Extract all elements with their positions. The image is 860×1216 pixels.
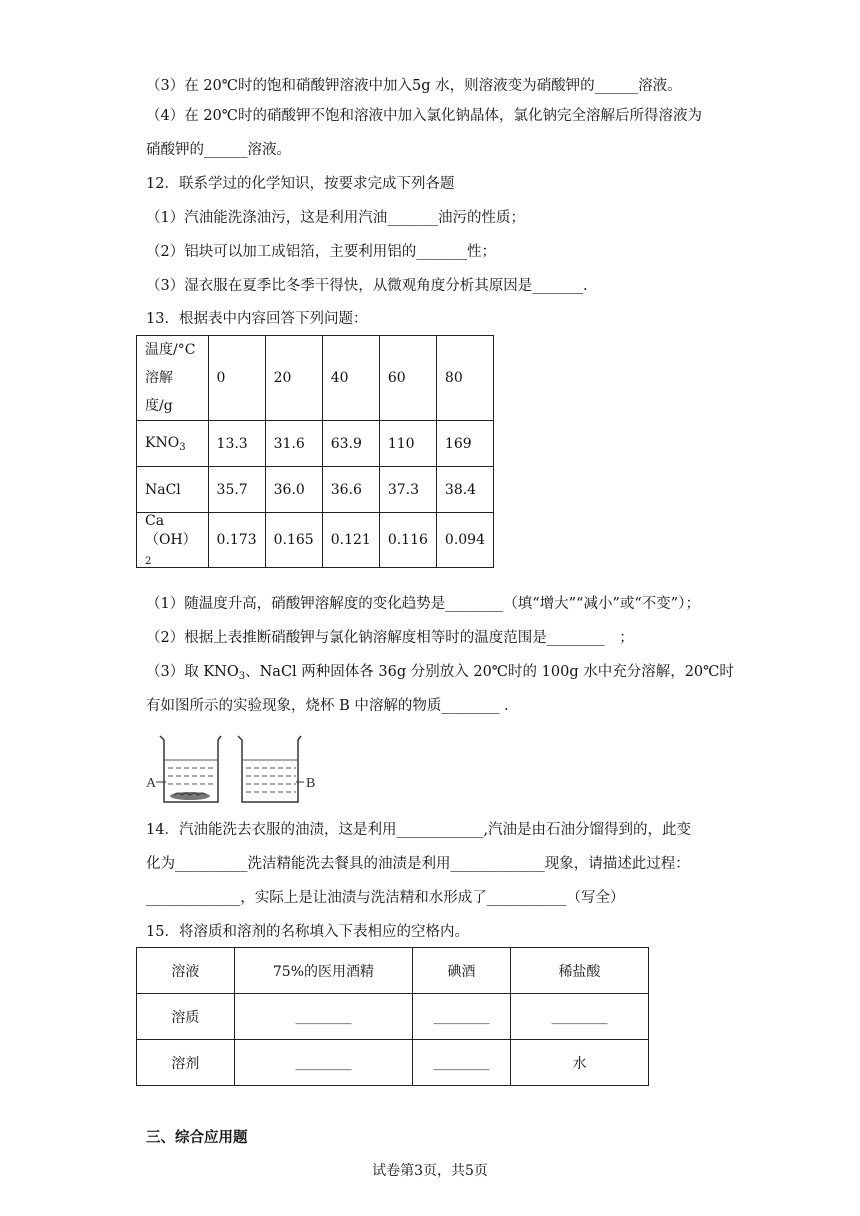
q13-part1: （1）随温度升高，硝酸钾溶解度的变化趋势是________（填“增大”“减小”或“不变”）； (146, 596, 700, 612)
subscript: 2 (145, 556, 152, 567)
temp-cell: 40 (322, 336, 379, 421)
q13-part3-pre: （3）取 KNO (146, 664, 239, 680)
header-cell: 溶液 (137, 948, 235, 994)
q13-stem: 13．根据表中内容回答下列问题： (146, 311, 368, 327)
row-label-cell: 溶质 (137, 994, 235, 1040)
answer-blank[interactable]: ________ (413, 994, 511, 1040)
q13-part3-line1 (146, 662, 734, 687)
substance-name: NaCl (145, 481, 181, 498)
solution-table (136, 947, 649, 1086)
answer-blank[interactable]: ________ (234, 994, 412, 1040)
value-cell: 0.094 (436, 513, 493, 568)
answer-blank[interactable]: ________ (413, 1040, 511, 1086)
value-cell: 35.7 (208, 467, 265, 513)
substance-cell (137, 513, 209, 568)
value-cell: 0.116 (379, 513, 436, 568)
temp-cell: 80 (436, 336, 493, 421)
beaker-b-label: B (306, 776, 316, 791)
q12-part2: （2）铝块可以加工成铝箔，主要利用铝的_______性； (146, 244, 496, 260)
q11-part4-line2: 硝酸钾的______溶液。 (146, 142, 291, 158)
value-cell: 110 (379, 421, 436, 467)
q11-part3: （3）在 20℃时的饱和硝酸钾溶液中加入5g 水，则溶液变为硝酸钾的______溶液。 (146, 78, 682, 94)
q14-line1: 14．汽油能洗去衣服的油渍，这是利用____________,汽油是由石油分馏得到的，此变 (146, 822, 692, 838)
q14-line3: _____________，实际上是让油渍与洗洁精和水形成了___________（写全） (146, 890, 625, 906)
q15-stem: 15．将溶质和溶剂的名称填入下表相应的空格内。 (146, 924, 469, 940)
value-cell: 0.165 (265, 513, 322, 568)
header-cell: 75%的医用酒精 (234, 948, 412, 994)
answer-cell: 水 (510, 1040, 648, 1086)
temp-cell: 60 (379, 336, 436, 421)
value-cell: 36.0 (265, 467, 322, 513)
q13-part3-post: 、NaCl 两种固体各 36g 分别放入 20℃时的 100g 水中充分溶解，20℃时 (245, 664, 734, 680)
substance-cell (137, 421, 209, 467)
value-cell: 36.6 (322, 467, 379, 513)
beaker-a-icon (156, 736, 221, 802)
temp-cell: 20 (265, 336, 322, 421)
solubility-table (136, 335, 494, 568)
value-cell: 63.9 (322, 421, 379, 467)
beaker-b-icon (238, 736, 304, 802)
subscript: 3 (179, 441, 186, 453)
subscript: 3 (238, 671, 246, 682)
table-row (137, 421, 494, 467)
value-cell: 0.121 (322, 513, 379, 568)
beaker-figure (146, 730, 321, 808)
value-cell: 13.3 (208, 421, 265, 467)
substance-name: KNO (145, 434, 180, 451)
section-heading: 三、综合应用题 (146, 1129, 248, 1146)
header-cell: 稀盐酸 (510, 948, 648, 994)
substance-name: Ca（OH） (145, 513, 197, 548)
value-cell: 0.173 (208, 513, 265, 568)
table-row (137, 1040, 649, 1086)
page-footer: 试卷第3页，共5页 (372, 1163, 488, 1179)
table-row (137, 467, 494, 513)
table-row (137, 336, 494, 421)
header-cell: 碘酒 (413, 948, 511, 994)
temp-cell: 0 (208, 336, 265, 421)
value-cell: 31.6 (265, 421, 322, 467)
table-row (137, 994, 649, 1040)
value-cell: 37.3 (379, 467, 436, 513)
header-temp-label: 温度/°C (145, 342, 196, 358)
q11-part4-line1: （4）在 20℃时的硝酸钾不饱和溶液中加入氯化钠晶体，氯化钠完全溶解后所得溶液为 (146, 108, 703, 124)
q13-part3-line2: 有如图所示的实验现象，烧杯 B 中溶解的物质________ . (146, 698, 509, 714)
q13-part2: （2）根据上表推断硝酸钾与氯化钠溶解度相等时的温度范围是________ ； (146, 630, 634, 646)
q14-line2: 化为__________洗洁精能洗去餐具的油渍是利用_____________现象，请描述此过程： (146, 856, 690, 872)
value-cell: 38.4 (436, 467, 493, 513)
substance-cell (137, 467, 209, 513)
table-row (137, 513, 494, 568)
q12-part3: （3）湿衣服在夏季比冬季干得快，从微观角度分析其原因是_______. (146, 278, 588, 294)
header-solubility-label: 溶解度/g (145, 370, 173, 414)
answer-blank[interactable]: ________ (234, 1040, 412, 1086)
beaker-a-label: A (146, 776, 157, 791)
header-corner-cell (137, 336, 209, 421)
answer-blank[interactable]: ________ (510, 994, 648, 1040)
value-cell: 169 (436, 421, 493, 467)
q12-stem: 12．联系学过的化学知识，按要求完成下列各题 (146, 176, 455, 192)
table-row (137, 948, 649, 994)
q12-part1: （1）汽油能洗涤油污，这是利用汽油_______油污的性质； (146, 210, 525, 226)
row-label-cell: 溶剂 (137, 1040, 235, 1086)
